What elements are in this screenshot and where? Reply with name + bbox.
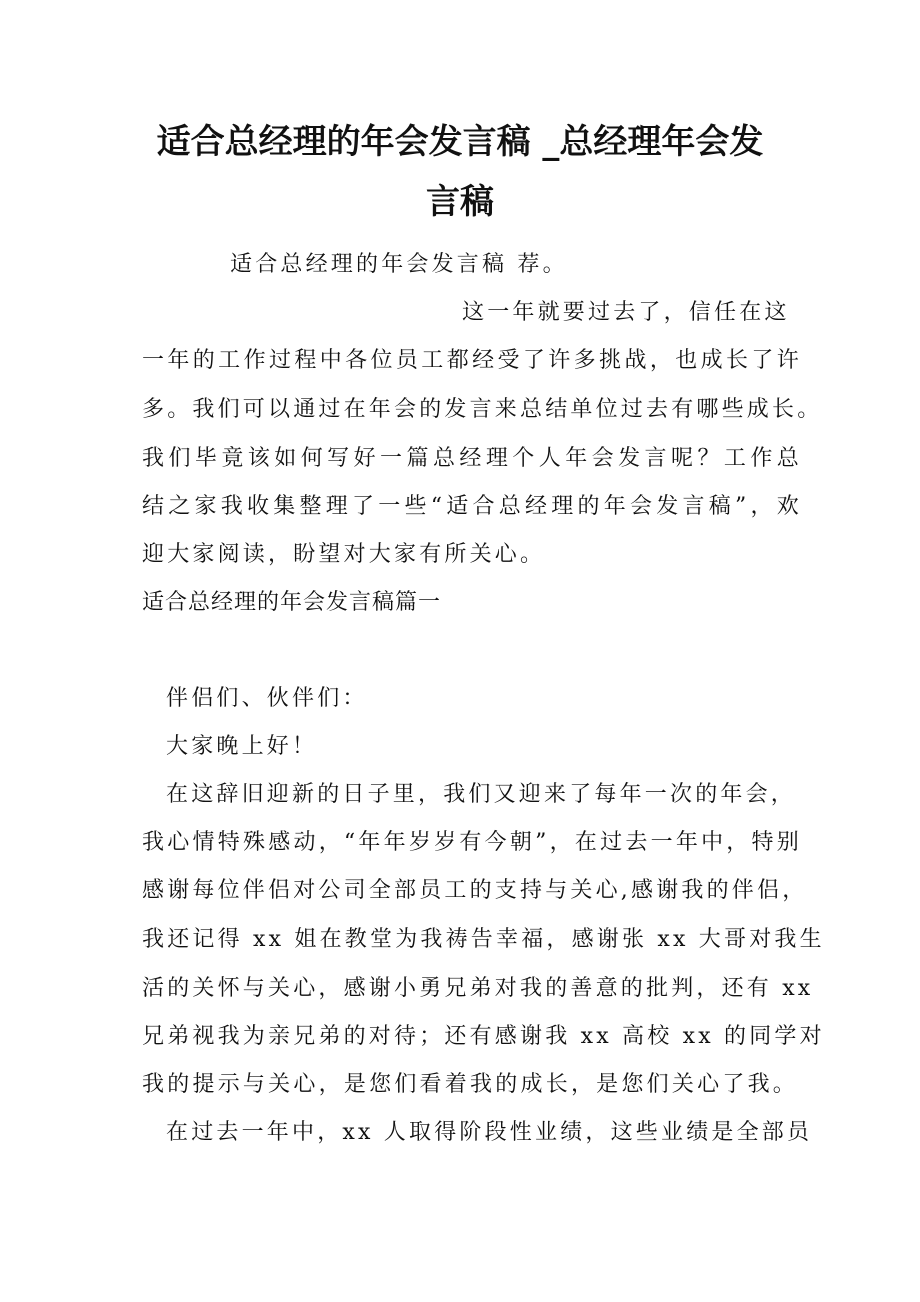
greeting-line: 大家晚上好！ <box>166 734 318 759</box>
paragraph-line: 我心情特殊感动，“年年岁岁有今朝”，在过去一年中，特别 <box>142 830 802 855</box>
paragraph-line: 我还记得 xx 姐在教堂为我祷告幸福，感谢张 xx 大哥对我生 <box>142 927 825 952</box>
greeting-line: 伴侣们、伙伴们： <box>166 686 368 711</box>
paragraph-line: 感谢每位伴侣对公司全部员工的支持与关心,感谢我的伴侣， <box>142 878 808 903</box>
paragraph-line: 在这辞旧迎新的日子里，我们又迎来了每年一次的年会， <box>166 782 797 807</box>
paragraph-line: 迎大家阅读，盼望对大家有所关心。 <box>142 542 546 567</box>
document-title <box>120 112 800 232</box>
title-line-2: 言稿 <box>426 182 494 222</box>
paragraph-line: 多。我们可以通过在年会的发言来总结单位过去有哪些成长。 <box>142 397 823 422</box>
paragraph-line: 这一年就要过去了，信任在这 <box>462 300 790 325</box>
paragraph-line: 在过去一年中，xx 人取得阶段性业绩，这些业绩是全部员 <box>166 1120 813 1145</box>
intro-line: 适合总经理的年会发言稿 荐。 <box>230 252 568 277</box>
paragraph-line: 我们毕竟该如何写好一篇总经理个人年会发言呢？工作总 <box>142 446 802 471</box>
paragraph-line: 活的关怀与关心，感谢小勇兄弟对我的善意的批判，还有 xx <box>142 976 814 1001</box>
section-heading: 适合总经理的年会发言稿篇一 <box>142 590 442 615</box>
paragraph-line: 结之家我收集整理了一些“适合总经理的年会发言稿”，欢 <box>142 494 802 519</box>
paragraph-line: 我的提示与关心，是您们看着我的成长，是您们关心了我。 <box>142 1072 798 1097</box>
paragraph-line: 兄弟视我为亲兄弟的对待；还有感谢我 xx 高校 xx 的同学对 <box>142 1024 825 1049</box>
paragraph-line: 一年的工作过程中各位员工都经受了许多挑战，也成长了许 <box>142 348 802 373</box>
title-line-1: 适合总经理的年会发言稿 _总经理年会发 <box>156 122 764 162</box>
